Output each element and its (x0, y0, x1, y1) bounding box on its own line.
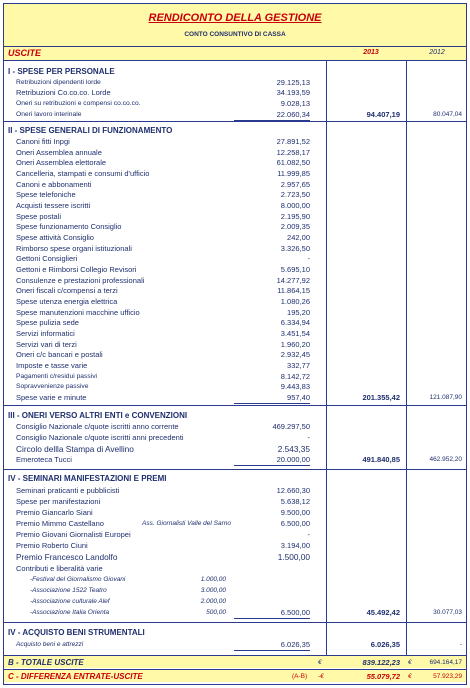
section-title: I - SPESE PER PERSONALE (8, 67, 115, 76)
line-item (4, 88, 466, 98)
line-item (4, 297, 466, 307)
line-item (4, 361, 466, 371)
report-header (4, 4, 466, 47)
item-amount: 469.297,50 (272, 422, 310, 431)
item-label: Canoni e abbonamenti (16, 180, 92, 189)
item-amount: 1.500,00 (277, 552, 310, 562)
item-label: Spese varie e minute (16, 393, 87, 402)
item-amount: 8.000,00 (280, 201, 310, 210)
line-item (4, 608, 466, 618)
line-item (4, 372, 466, 382)
item-amount: 3.451,54 (280, 329, 310, 338)
section-separator (4, 622, 466, 623)
item-label: Gettoni Consiglieri (16, 254, 78, 263)
line-item (4, 329, 466, 339)
line-item (4, 148, 466, 158)
total-uscite-row (4, 655, 466, 668)
item-amount: 957,40 (234, 393, 310, 404)
item-amount: 242,00 (287, 233, 310, 242)
item-amount: - (307, 433, 310, 442)
item-amount: 12.660,30 (276, 486, 310, 495)
item-label: Emeroteca Tucci (16, 455, 72, 464)
section-heading (4, 67, 466, 77)
item-amount: - (307, 530, 310, 539)
item-label: Consiglio Nazionale c/quote iscritti anni precedenti (16, 433, 184, 442)
line-item (4, 640, 466, 650)
item-label: -Festival del Giornalismo Giovani (30, 576, 126, 583)
item-amount: 8.142,72 (280, 372, 310, 381)
previous-year-total: 121.087,90 (429, 394, 462, 401)
year-previous: 2012 (429, 49, 445, 56)
line-item (4, 382, 466, 392)
section-heading (4, 474, 466, 484)
item-amount: 2.957,65 (280, 180, 310, 189)
item-amount: 61.082,50 (276, 158, 310, 167)
line-item (4, 137, 466, 147)
line-item (4, 78, 466, 88)
line-item (4, 254, 466, 264)
item-amount: 11.864,15 (277, 286, 310, 295)
line-item (4, 552, 466, 562)
total-uscite-label: B - TOTALE USCITE (8, 658, 84, 667)
sub-amount: 2.000,00 (200, 598, 226, 605)
year-current: 2013 (363, 49, 379, 56)
item-label: Premio Giovani Giornalisti Europei (16, 530, 131, 539)
previous-year-total: - (459, 641, 462, 648)
item-label: Premio Mimmo Castellano (16, 519, 104, 528)
currency-symbol: € (408, 673, 412, 680)
item-label: Consulenze e prestazioni professionali (16, 276, 145, 285)
line-item (4, 110, 466, 120)
item-amount: 9.443,83 (280, 382, 310, 391)
line-item (4, 433, 466, 443)
item-label: Servizi informatici (16, 329, 75, 338)
line-item (4, 508, 466, 518)
report-subtitle: CONTO CONSUNTIVO DI CASSA (184, 31, 286, 38)
item-label: Oneri Assemblea annuale (16, 148, 102, 157)
item-amount: 6.500,00 (234, 608, 310, 619)
line-item (4, 340, 466, 350)
section-separator (4, 121, 466, 122)
sub-amount: 500,00 (206, 609, 226, 616)
item-label: Retribuzioni dipendenti lorde (16, 79, 101, 86)
section-total: 6.026,35 (370, 640, 400, 649)
item-label: -Associazione Italia Orienta (30, 609, 110, 616)
item-amount: 5.695,10 (280, 265, 310, 274)
item-label: Oneri su retribuzioni e compensi co.co.co. (16, 100, 141, 107)
section-title: II - SPESE GENERALI DI FUNZIONAMENTO (8, 126, 173, 135)
item-amount: 2.195,90 (280, 212, 310, 221)
item-label: Spese postali (16, 212, 62, 221)
item-amount: 9.028,13 (280, 99, 310, 108)
line-item (4, 265, 466, 275)
item-amount: 14.277,92 (276, 276, 310, 285)
line-item (4, 541, 466, 551)
item-label: Imposte e tasse varie (16, 361, 88, 370)
line-item (4, 497, 466, 507)
line-item (4, 180, 466, 190)
item-amount: 27.891,52 (276, 137, 310, 146)
line-item (4, 564, 466, 574)
item-amount: 332,77 (287, 361, 310, 370)
item-label: -Associazione 1522 Teatro (30, 587, 107, 594)
item-label: Canoni fitti Inpgi (16, 137, 70, 146)
item-label: Spese utenza energia elettrica (16, 297, 118, 306)
total-uscite-prev: 694.164,17 (429, 659, 462, 666)
item-label: Spese telefoniche (16, 190, 76, 199)
item-amount: 2.723,50 (280, 190, 310, 199)
line-item (4, 422, 466, 432)
line-item (4, 318, 466, 328)
differenza-row (4, 669, 466, 682)
currency-symbol: € (408, 659, 412, 666)
item-label: Cancelleria, stampati e consumi d'ufficio (16, 169, 150, 178)
item-label: Contributi e liberalità varie (16, 564, 103, 573)
line-item (4, 455, 466, 465)
currency-symbol: € (318, 659, 322, 666)
section-total: 491.840,85 (362, 455, 400, 464)
line-item (4, 190, 466, 200)
item-label: Gettoni e Rimborsi Collegio Revisori (16, 265, 137, 274)
item-label: Sopravvenienze passive (16, 383, 89, 390)
statement-sheet (3, 3, 467, 685)
item-label: Acquisti tessere iscritti (16, 201, 91, 210)
item-amount: 20.000,00 (234, 455, 310, 466)
item-amount: - (307, 254, 310, 263)
section-heading (4, 126, 466, 136)
item-label: Circolo dellla Stampa di Avellino (16, 444, 134, 454)
item-amount: 3.194,00 (280, 541, 310, 550)
item-amount: 11.999,85 (277, 169, 310, 178)
line-item (4, 222, 466, 232)
report-title: RENDICONTO DELLA GESTIONE (148, 12, 322, 24)
line-item (4, 276, 466, 286)
line-item (4, 530, 466, 540)
item-label: Acquisto beni e attrezzi (16, 641, 84, 648)
sub-amount: 1.000,00 (200, 576, 226, 583)
section-heading (4, 411, 466, 421)
section-separator (4, 405, 466, 406)
line-item (4, 586, 466, 596)
line-item (4, 597, 466, 607)
line-item (4, 308, 466, 318)
item-amount: 6.334,94 (280, 318, 310, 327)
section-total: 94.407,19 (366, 110, 400, 119)
item-amount: 5.638,12 (280, 497, 310, 506)
differenza-value: 55.079,72 (366, 672, 400, 681)
item-label: -Associazione culturale Alef (30, 598, 110, 605)
item-label: Spese per manifestazioni (16, 497, 101, 506)
item-amount: 2.932,45 (280, 350, 310, 359)
item-label: Spese pulizia sede (16, 318, 79, 327)
item-amount: 195,20 (287, 308, 310, 317)
section-title: IV - SEMINARI MANIFESTAZIONI E PREMI (8, 474, 167, 483)
previous-year-total: 30.077,03 (433, 609, 462, 616)
section-total: 45.492,42 (366, 608, 400, 617)
line-item (4, 169, 466, 179)
item-label: Oneri c/c bancari e postali (16, 350, 103, 359)
line-item (4, 286, 466, 296)
sub-amount: 3.000,00 (200, 587, 226, 594)
item-label: Oneri Assemblea elettorale (16, 158, 107, 167)
item-label: Consiglio Nazionale c/quote iscritti anno corrente (16, 422, 179, 431)
line-item (4, 575, 466, 585)
item-amount: 12.258,17 (276, 148, 310, 157)
line-item (4, 486, 466, 496)
currency-symbol: -€ (318, 673, 324, 680)
item-amount: 3.326,50 (280, 244, 310, 253)
item-note: Ass. Giornalisti Valle del Sarno (142, 520, 231, 527)
section-heading (4, 628, 466, 638)
item-label: Premio Francesco Landolfo (16, 552, 118, 562)
item-label: Spese manutenzioni macchine ufficio (16, 308, 140, 317)
item-amount: 29.125,13 (276, 78, 310, 87)
item-label: Premio Roberto Ciuni (16, 541, 88, 550)
section-title: III - ONERI VERSO ALTRI ENTI e CONVENZIONI (8, 411, 188, 420)
item-label: Servizi vari di terzi (16, 340, 77, 349)
item-label: Premio Giancarlo Siani (16, 508, 93, 517)
item-label: Spese attività Consiglio (16, 233, 94, 242)
section-separator (4, 469, 466, 470)
item-label: Oneri lavoro interinale (16, 111, 82, 118)
line-item (4, 393, 466, 403)
column-header (4, 47, 466, 61)
item-amount: 2.009,35 (280, 222, 310, 231)
item-amount: 2.543,35 (277, 444, 310, 454)
uscite-label: USCITE (8, 48, 42, 58)
total-uscite-value: 839.122,23 (362, 658, 400, 667)
item-label: Rimborso spese organi istituzionali (16, 244, 132, 253)
line-item (4, 444, 466, 454)
line-item (4, 350, 466, 360)
item-amount: 1.080,26 (280, 297, 310, 306)
differenza-label: C - DIFFERENZA ENTRATE-USCITE (8, 672, 143, 681)
item-amount: 6.026,35 (234, 640, 310, 651)
line-item (4, 233, 466, 243)
item-amount: 9.500,00 (280, 508, 310, 517)
item-label: Pagamenti c/residui passivi (16, 373, 98, 380)
differenza-prev: 57.923,29 (433, 673, 462, 680)
line-item (4, 519, 466, 529)
item-label: Retribuzioni Co.co.co. Lorde (16, 88, 111, 97)
item-amount: 22.060,34 (234, 110, 310, 121)
item-amount: 1.960,20 (280, 340, 310, 349)
line-item (4, 158, 466, 168)
line-item (4, 212, 466, 222)
section-total: 201.355,42 (362, 393, 400, 402)
line-item (4, 201, 466, 211)
previous-year-total: 462.952,20 (429, 456, 462, 463)
previous-year-total: 80.047,04 (433, 111, 462, 118)
item-amount: 6.500,00 (280, 519, 310, 528)
differenza-formula: (A-B) (292, 673, 308, 680)
line-item (4, 99, 466, 109)
section-title: IV - ACQUISTO BENI STRUMENTALI (8, 628, 145, 637)
item-amount: 34.193,59 (276, 88, 310, 97)
line-item (4, 244, 466, 254)
item-label: Seminari praticanti e pubblicisti (16, 486, 120, 495)
item-label: Spese funzionamento Consiglio (16, 222, 122, 231)
item-label: Oneri fiscali c/compensi a terzi (16, 286, 118, 295)
